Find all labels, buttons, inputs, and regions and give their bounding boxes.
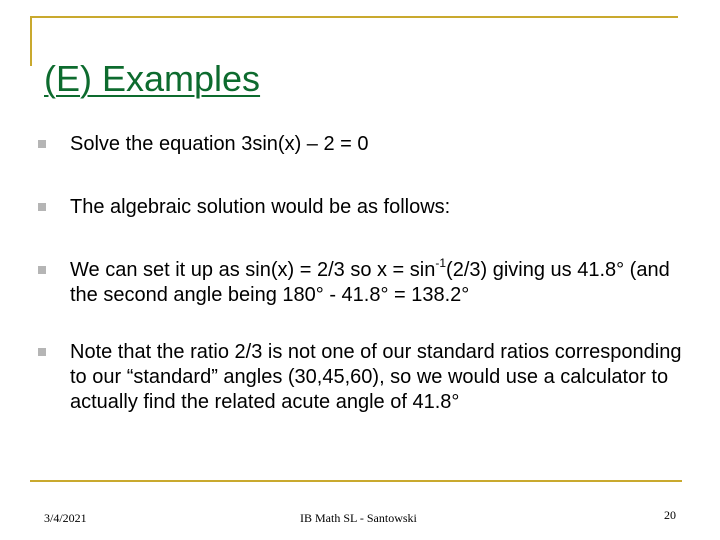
bullet-text: The algebraic solution would be as follows: <box>70 196 451 218</box>
footer-rule <box>30 480 682 482</box>
footer-page-number: 20 <box>664 508 676 522</box>
slide-title: (E) Examples <box>44 58 261 99</box>
frame-top-rule <box>30 16 678 18</box>
square-bullet-icon <box>38 140 46 148</box>
square-bullet-icon <box>38 348 46 356</box>
bullet-text-part: We can set it up as sin(x) = 2/3 so x = sin <box>70 259 436 281</box>
footer-course: IB Math SL - Santowski <box>300 511 417 525</box>
bullet-text: Solve the equation 3sin(x) – 2 = 0 <box>70 133 369 155</box>
bullet-text-part: (2/3) giving us 41.8° (and the second angle being 180° - 41.8° = 138.2° <box>70 259 670 306</box>
footer-date: 3/4/2021 <box>44 511 87 525</box>
frame-left-rule <box>30 16 32 66</box>
inverse-exponent: -1 <box>435 256 447 271</box>
bullet-text: Note that the ratio 2/3 is not one of our standard ratios corresponding to our “standard” angles (30,45,60), so we would use a calculator to actually find the related acute angle of 41.8° <box>70 341 682 413</box>
square-bullet-icon <box>38 203 46 211</box>
bullet-text <box>70 258 690 308</box>
square-bullet-icon <box>38 266 46 274</box>
